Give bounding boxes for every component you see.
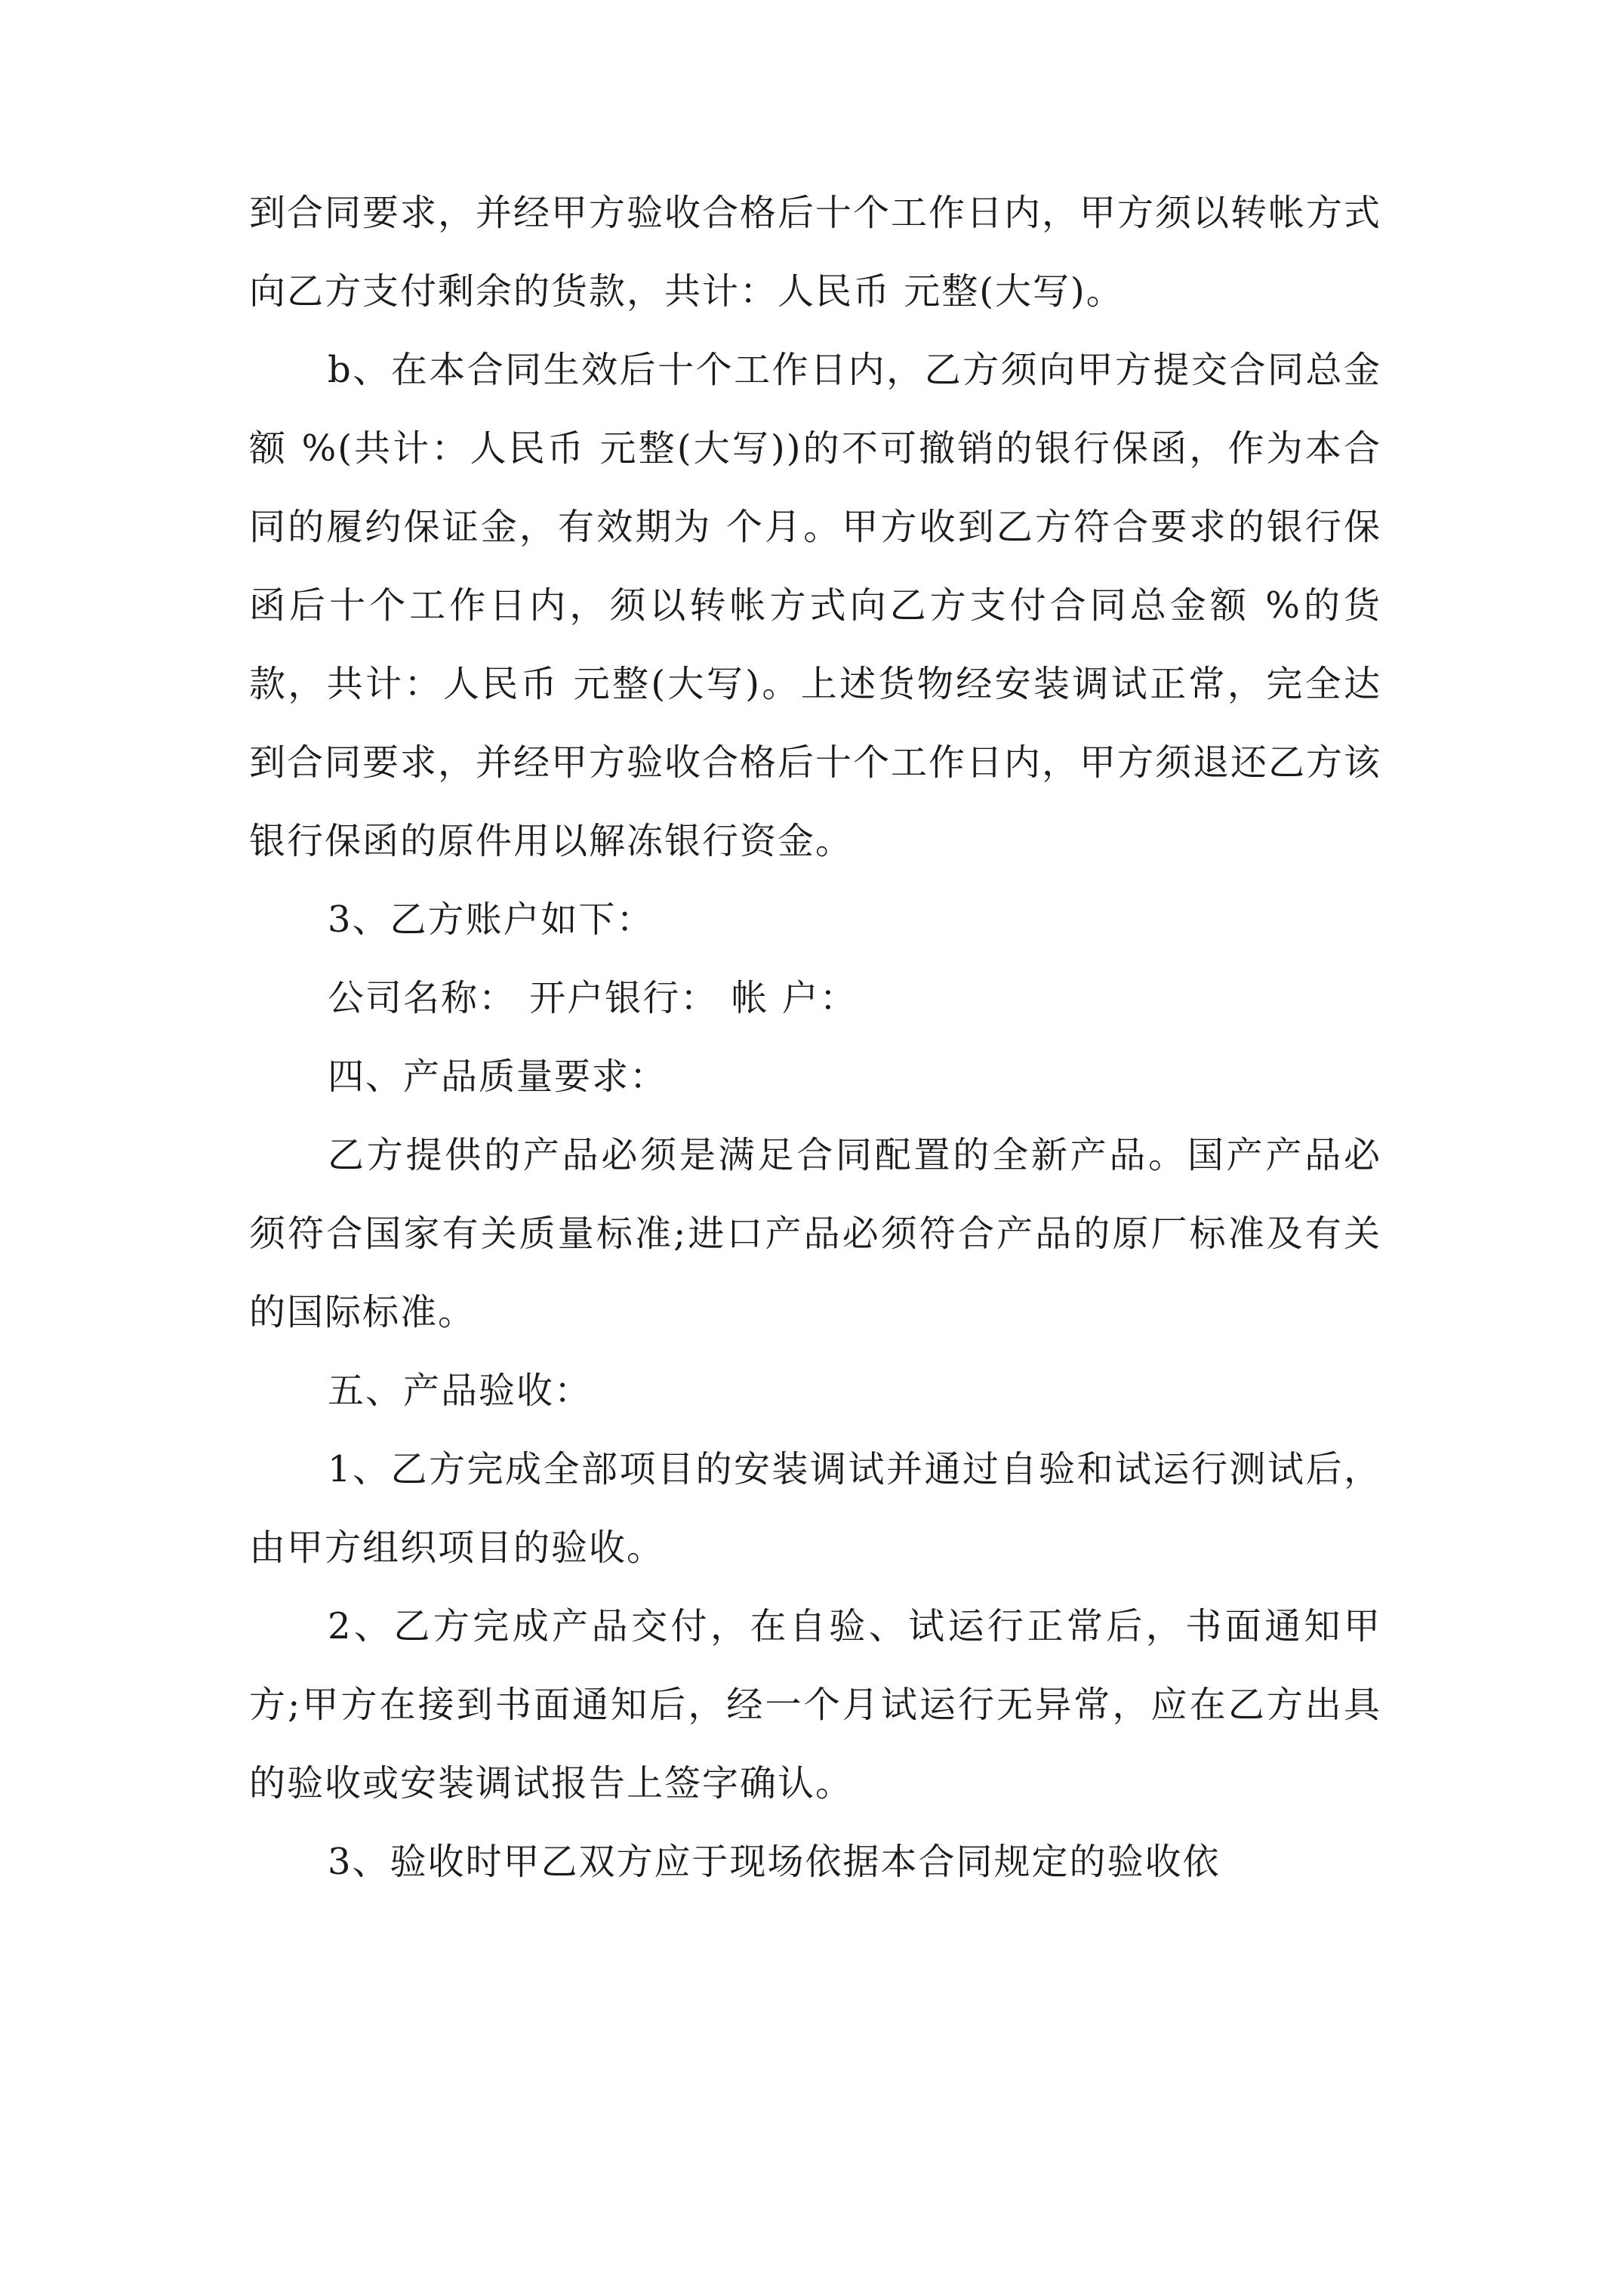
section-heading-acceptance: 五、产品验收： xyxy=(328,1370,593,1412)
paragraph-payment-balance: 到合同要求，并经甲方验收合格后十个工作日内，甲方须以转帐方式向乙方支付剩余的货款，共计：人民币 元整(大写)。 xyxy=(249,192,1382,313)
paragraph-account-heading: 3、乙方账户如下： xyxy=(328,898,654,941)
paragraph-acceptance-1: 1、乙方完成全部项目的安装调试并通过自验和试运行测试后，由甲方组织项目的验收。 xyxy=(249,1448,1381,1569)
paragraph-acceptance-2: 2、乙方完成产品交付，在自验、试运行正常后，书面通知甲方;甲方在接到书面通知后，经一个月试运行无异常，应在乙方出具的验收或安装调试报告上签字确认。 xyxy=(249,1605,1381,1804)
section-heading-quality: 四、产品质量要求： xyxy=(328,1056,668,1098)
paragraph-bank-guarantee: b、在本合同生效后十个工作日内，乙方须向甲方提交合同总金额 %(共计：人民币 元整(大写))的不可撤销的银行保函，作为本合同的履约保证金，有效期为 个月。甲方收到乙方符合要求的银行保函后十个工作日内，须以转帐方式向乙方支付合同总金额 %的货款，共计：人民币 元整(大写)。上述货物经安装调试正常，完全达到合同要求，并经甲方验收合格后十个工作日内，甲方须退还乙方该银行保函的原件用以解冻银行资金。 xyxy=(249,349,1382,862)
paragraph-quality-requirements: 乙方提供的产品必须是满足合同配置的全新产品。国产产品必须符合国家有关质量标准;进口产品必须符合产品的原厂标准及有关的国际标准。 xyxy=(249,1134,1381,1333)
paragraph-account-fields: 公司名称： 开户银行： 帐 户： xyxy=(328,977,858,1019)
document-body xyxy=(249,174,1381,1901)
paragraph-acceptance-3: 3、验收时甲乙双方应于现场依据本合同规定的验收依 xyxy=(328,1841,1221,1883)
